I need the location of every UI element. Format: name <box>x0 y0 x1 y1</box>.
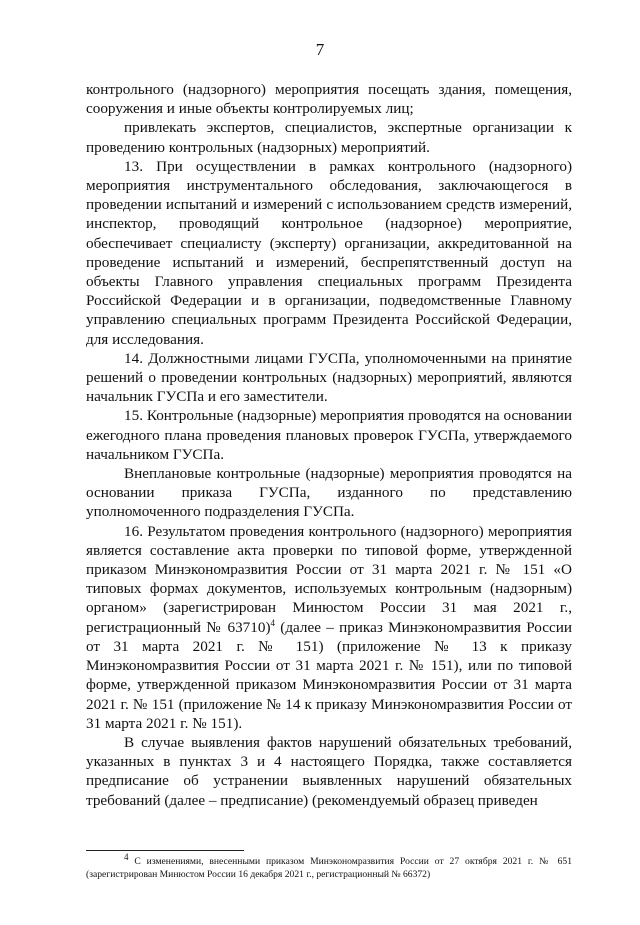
footnote-reference: 4 <box>270 617 276 628</box>
paragraph-experts: привлекать экспертов, специалистов, экспертные организации к проведению контрольных (надзорных) мероприятий. <box>86 119 572 156</box>
document-body <box>86 80 572 810</box>
paragraph-16-tail: (далее – приказ Минэкономразвития России от 31 марта 2021 г. № 151) (приложение № 13 к приказу Минэкономразвития России от 31 марта 2021 г. № 151), или по типовой форме, утвержденной приказом Минэкономразвития России от 31 марта 2021 г. № 151 (приложение № 14 к приказу Минэкономразвития России от 31 марта 2021 г. № 151). <box>86 618 573 732</box>
paragraph-13: 13. При осуществлении в рамках контрольного (надзорного) мероприятия инструментального обследования, заключающегося в проведении испытаний и измерений с использованием средств измерений, инспектор, проводящий контрольное (надзорное) мероприятие, обеспечивает специалисту (эксперту) организации, аккредитованной на проведение испытаний и измерений, беспрепятственный доступ на объекты Главного управления специальных программ Президента Российской Федерации и в организации, подведомственные Главному управлению специальных программ Президента Российской Федерации, для исследования. <box>86 157 572 348</box>
paragraph-16 <box>86 522 572 733</box>
paragraph-15: 15. Контрольные (надзорные) мероприятия проводятся на основании ежегодного плана проведения плановых проверок ГУСПа, утверждаемого начальником ГУСПа. <box>86 407 572 463</box>
paragraph-16-head: 16. Результатом проведения контрольного (надзорного) мероприятия является составление акта проверки по типовой форме, утвержденной приказом Минэкономразвития России от 31 марта 2021 г. № 151 «О типовых формах документов, используемых контрольным (надзорным) органом» (зарегистрирован Минюстом России 31 мая 2021 г., регистрационный № 63710) <box>86 522 572 636</box>
paragraph-unscheduled: Внеплановые контрольные (надзорные) мероприятия проводятся на основании приказа ГУСПа, изданного по представлению уполномоченного подразделения ГУСПа. <box>86 465 572 521</box>
footnote-text: С изменениями, внесенными приказом Минэкономразвития России от 27 октября 2021 г. № 651 (зарегистрирован Минюстом России 16 декабря 2021 г., регистрационный № 66372) <box>86 856 572 880</box>
paragraph-continued: контрольного (надзорного) мероприятия посещать здания, помещения, сооружения и иные объекты контролируемых лиц; <box>86 81 572 118</box>
footnote-divider <box>86 850 244 851</box>
page-number: 7 <box>315 40 325 59</box>
footnote: $^4$ С изменениями, внесенными приказом Минэкономразвития России от 27 октября 2021 г. № 651 (зарегистрирован Минюстом России 16 декабря 2021 г., регистрационный № 66372) <box>86 851 572 880</box>
paragraph-violations: В случае выявления фактов нарушений обязательных требований, указанных в пунктах 3 и 4 настоящего Порядка, также составляется предписание об устранении выявленных нарушений обязательных требований (далее – предписание) (рекомендуемый образец приведен <box>86 733 572 809</box>
paragraph-14: 14. Должностными лицами ГУСПа, уполномоченными на принятие решений о проведении контрольных (надзорных) мероприятий, являются начальник ГУСПа и его заместители. <box>86 349 572 406</box>
